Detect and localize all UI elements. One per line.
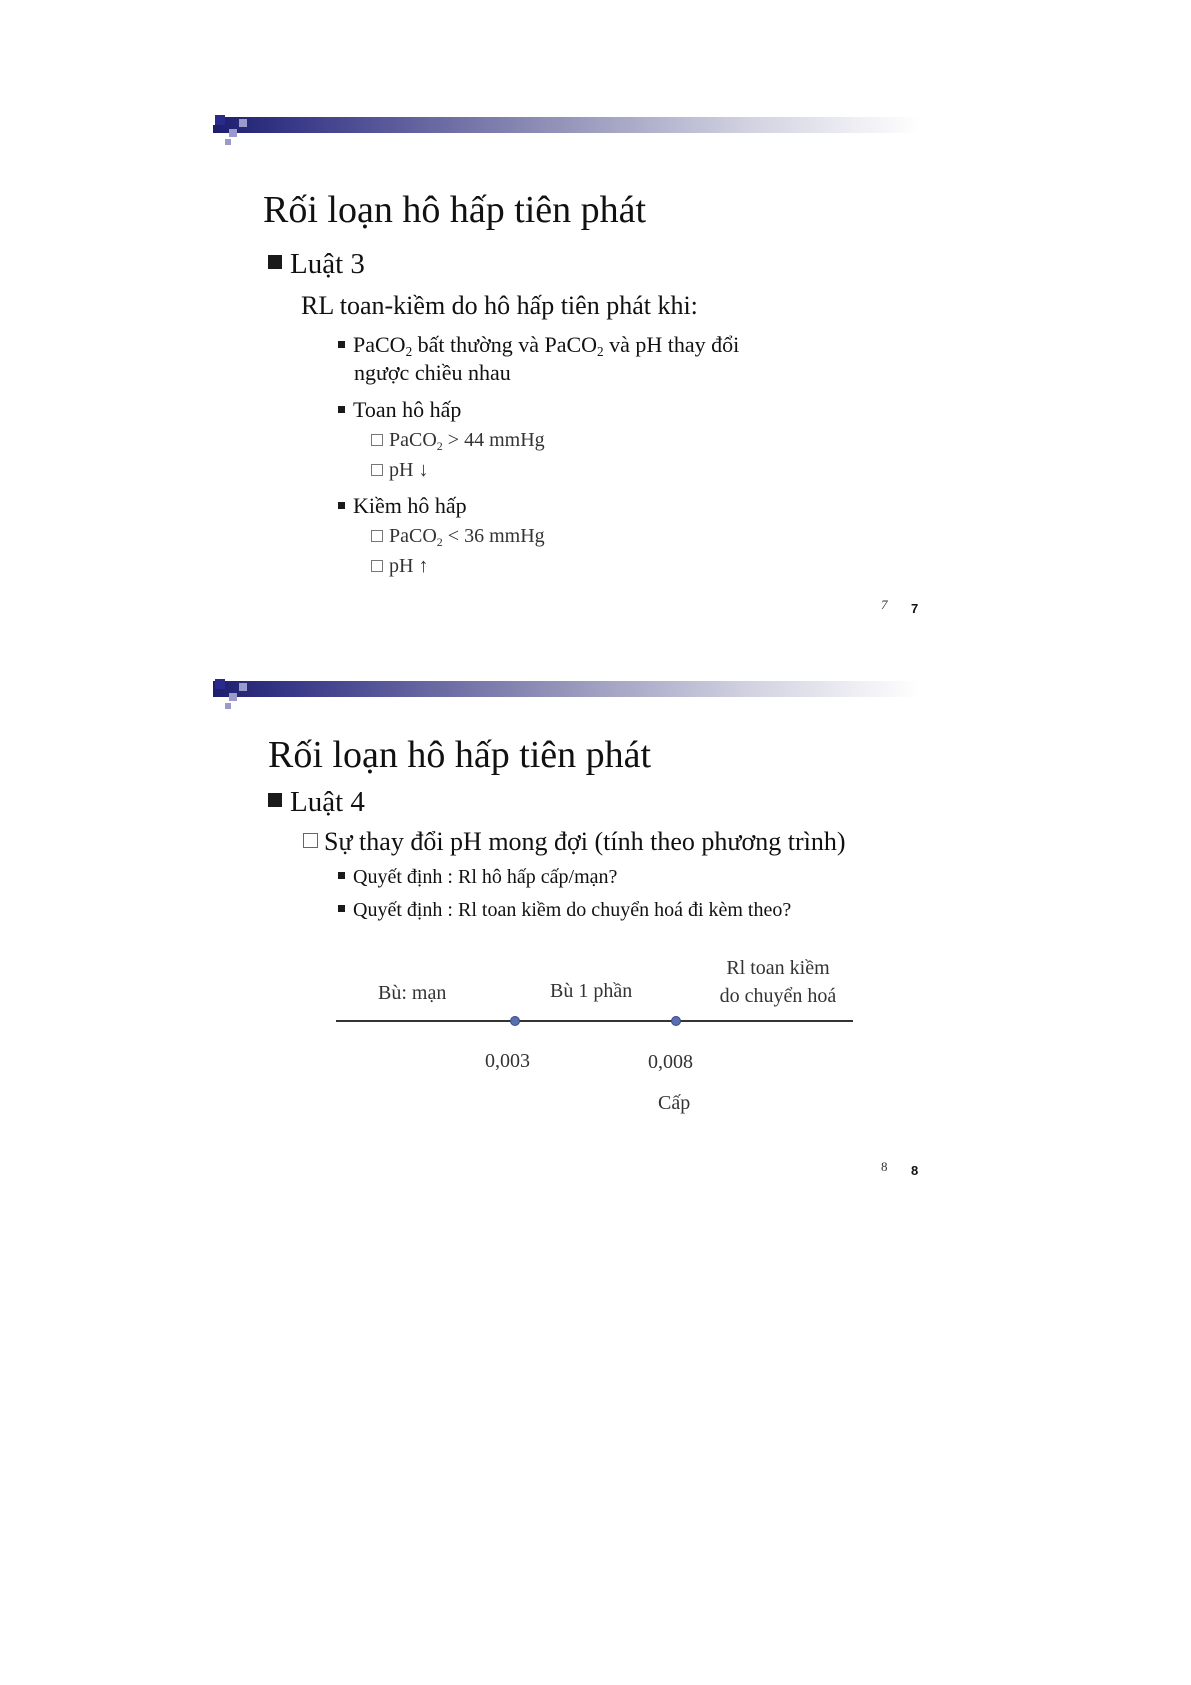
- slide-header-bar: [213, 117, 920, 133]
- text-part: và pH thay đổi: [603, 332, 740, 357]
- region-metabolic-line-2: do chuyển hoá: [719, 985, 837, 1007]
- bullet-box-icon: [371, 530, 383, 542]
- slide-logo-icon: [213, 667, 259, 715]
- slide-title: Rối loạn hô hấp tiên phát: [268, 734, 652, 776]
- alkalosis-label: Kiềm hô hấp: [353, 493, 467, 518]
- region-chronic-label: Bù: mạn: [378, 982, 447, 1004]
- slide-header-bar: [213, 681, 920, 697]
- region-metabolic-label: [703, 954, 853, 1010]
- condition-line-1: [338, 330, 739, 360]
- statement-text: Sự thay đổi pH mong đợi (tính theo phương trình): [324, 827, 846, 856]
- bullet-small-icon: [338, 502, 345, 509]
- alkalosis-ph: [371, 555, 428, 578]
- slide-title: Rối loạn hô hấp tiên phát: [263, 189, 647, 231]
- slide-8: [213, 667, 920, 1197]
- alkalosis-heading: [338, 491, 467, 521]
- acidosis-label: Toan hô hấp: [353, 397, 462, 422]
- number-line: [336, 1020, 853, 1022]
- bullet-small-icon: [338, 872, 345, 879]
- slide-logo-icon: [213, 103, 259, 151]
- rule-heading: [268, 786, 365, 819]
- bullet-square-icon: [268, 793, 282, 807]
- slide-7: [213, 103, 920, 631]
- bullet-square-icon: [268, 255, 282, 269]
- tick-label-1: 0,003: [485, 1050, 530, 1072]
- subscript: 2: [597, 344, 604, 359]
- marker-dot-2: [671, 1016, 681, 1026]
- text-part: pH ↓: [389, 459, 429, 481]
- page-number: 7: [911, 601, 919, 616]
- decision-text: Quyết định : Rl toan kiềm do chuyển hoá đi kèm theo?: [353, 899, 792, 921]
- subscript: 2: [405, 344, 413, 359]
- condition-line-2: ngược chiều nhau: [354, 360, 511, 385]
- rule-statement: RL toan-kiềm do hô hấp tiên phát khi:: [301, 291, 698, 320]
- text-part: < 36 mmHg: [442, 525, 545, 547]
- acidosis-ph: [371, 459, 428, 482]
- bullet-small-icon: [338, 341, 345, 348]
- text-part: bất thường và PaCO: [412, 332, 598, 357]
- bullet-box-icon: [303, 833, 318, 848]
- bullet-small-icon: [338, 406, 345, 413]
- rule-label: Luật 4: [290, 786, 365, 818]
- subscript: 2: [436, 535, 443, 549]
- page-number-small: 8: [881, 1159, 888, 1174]
- page-number-small: 7: [881, 597, 888, 612]
- bullet-box-icon: [371, 464, 383, 476]
- tick-label-2: 0,008: [648, 1051, 693, 1073]
- acidosis-paco2: [371, 429, 545, 452]
- decision-1: [338, 862, 617, 892]
- bullet-small-icon: [338, 905, 345, 912]
- rule-statement: [303, 827, 846, 857]
- bullet-box-icon: [371, 560, 383, 572]
- marker-dot-1: [510, 1016, 520, 1026]
- rule-label: Luật 3: [290, 248, 365, 280]
- region-metabolic-line-1: Rl toan kiềm: [726, 957, 830, 979]
- bullet-box-icon: [371, 434, 383, 446]
- decision-text: Quyết định : Rl hô hấp cấp/mạn?: [353, 866, 618, 888]
- tick-caption-acute: Cấp: [658, 1092, 691, 1114]
- text-part: PaCO: [389, 525, 437, 547]
- region-partial-label: Bù 1 phần: [550, 980, 633, 1002]
- text-part: PaCO: [389, 429, 437, 451]
- alkalosis-paco2: [371, 525, 545, 548]
- page-number: 8: [911, 1163, 919, 1178]
- text-part: pH ↑: [389, 555, 429, 577]
- text-part: PaCO: [353, 332, 406, 357]
- text-part: > 44 mmHg: [442, 429, 545, 451]
- rule-heading: [268, 248, 365, 281]
- subscript: 2: [436, 439, 443, 453]
- decision-2: [338, 895, 791, 925]
- acidosis-heading: [338, 395, 461, 425]
